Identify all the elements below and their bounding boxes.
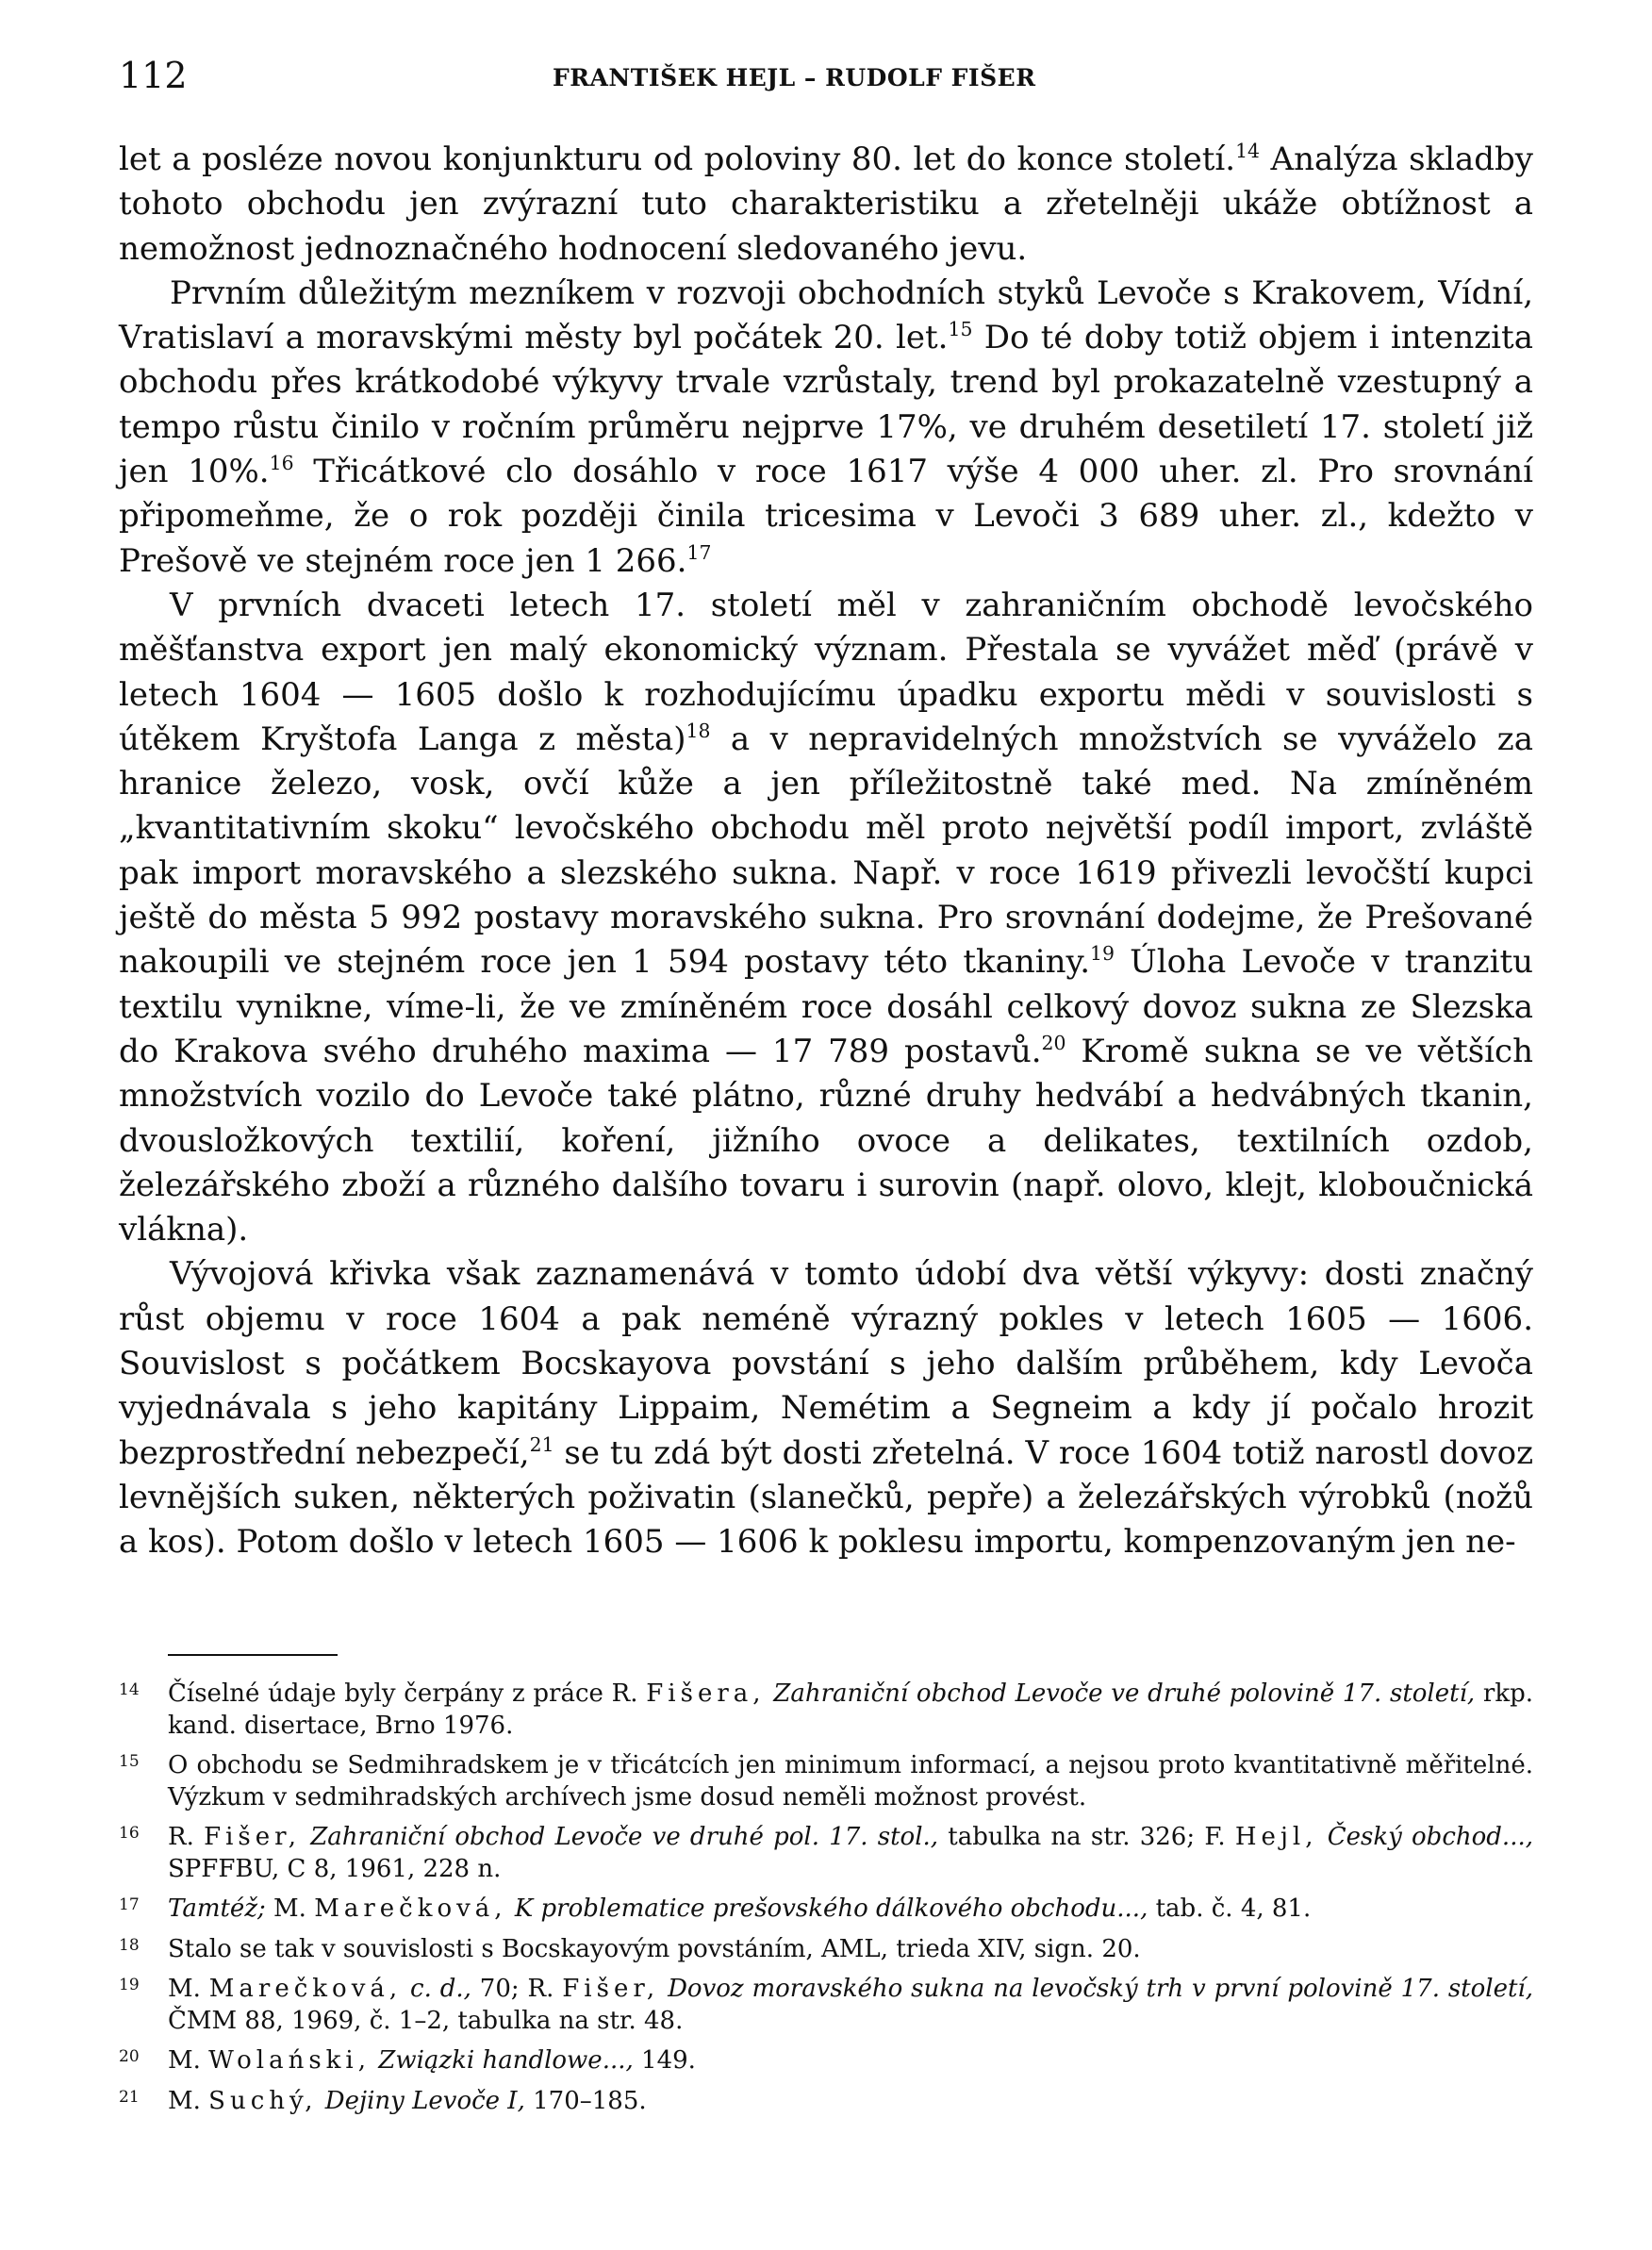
footnote-19: [119, 1974, 1533, 2037]
footnote-number: 14: [119, 1680, 140, 1699]
author-name: Fišer,: [562, 1975, 660, 2003]
footnote-ref: 19: [1090, 942, 1115, 966]
author-name: Hejl,: [1234, 1823, 1318, 1851]
text-run: SPFFBU, C 8, 1961, 228 n.: [168, 1854, 502, 1883]
footnote-20: [119, 2045, 1533, 2077]
text-run: se tu zdá být dosti zřetelná. V roce 1604 totiž narostl dovoz levnějších suken, některých poživatin (slanečků, pepře) a železářských výrobků (nožů a kos). Potom došlo v letech 1605 — 1606 k poklesu importu, kompenzovaným jen ne-: [119, 1433, 1534, 1562]
text-run: 149.: [633, 2046, 696, 2075]
footnote-ref: 18: [686, 719, 711, 742]
work-title: Dovoz moravského sukna na levočský trh v první polovině 17. století,: [659, 1975, 1534, 2003]
text-run: Kromě sukna se ve větších množstvích vozilo do Levoče také plátno, různé druhy hedvábí a hedvábných tkanin, dvousložkových textilií, koření, jižního ovoce a delikates, textilních ozdob, železářského zboží a různého dalšího tovaru i surovin (např. olovo, klejt, kloboučnická vlákna).: [119, 1032, 1533, 1249]
footnote-18: [119, 1934, 1533, 1966]
paragraph-1: [119, 138, 1533, 272]
work-title: c. d.,: [402, 1975, 471, 2003]
footnote-ref: 14: [1235, 139, 1261, 162]
text-run: tab. č. 4, 81.: [1148, 1894, 1312, 1923]
footnote-number: 21: [119, 2087, 140, 2107]
text-run: tabulka na str. 326; F.: [938, 1823, 1235, 1851]
text-run: 70; R.: [471, 1975, 563, 2003]
author-name: Wolański,: [208, 2046, 372, 2075]
footnote-number: 19: [119, 1976, 140, 1994]
running-head: FRANTIŠEK HEJL – RUDOLF FIŠER: [553, 64, 1036, 91]
author-name: Suchý,: [208, 2086, 318, 2115]
text-run: rkp. kand. disertace, Brno 1976.: [168, 1679, 1533, 1740]
footnote-ref: 20: [1041, 1031, 1066, 1054]
text-run: M.: [168, 2086, 209, 2115]
footnote-number: 18: [119, 1935, 140, 1955]
work-title: Związki handlowe...,: [371, 2046, 634, 2075]
text-run: 170–185.: [524, 2086, 647, 2115]
footnote-separator: [168, 1654, 338, 1656]
text-run: Do té doby totiž objem i intenzita obchodu přes krátkodobé výkyvy trvale vzrůstaly, trend byl prokazatelně vzestupný a tempo růstu činilo v ročním průměru nejprve 17%, ve druhém desetiletí 17. století již jen 10%.: [119, 319, 1533, 491]
body-text: [119, 138, 1533, 1565]
text-run: Vývojová křivka však zaznamenává v tomto údobí dva větší výkyvy: dosti značný růst objemu v roce 1604 a pak neméně výrazný pokles v letech 1605 — 1606. Souvislost s počátkem Bocskayova povstání s jeho dalším průběhem, kdy Levoča vyjednávala s jeho kapitány Lippaim, Nemétim a Segneim a kdy jí počalo hrozit bezprostřední nebezpečí,: [119, 1255, 1533, 1472]
text-run: M.: [168, 1975, 209, 2003]
text-run: M.: [265, 1894, 315, 1923]
footnote-number: 17: [119, 1895, 140, 1914]
footnote-15: [119, 1750, 1533, 1813]
page-header: [119, 55, 1533, 102]
work-title: Zahraniční obchod Levoče ve druhé pol. 17. stol.,: [300, 1823, 939, 1851]
footnotes: [119, 1679, 1533, 2126]
text-run: R.: [168, 1823, 205, 1851]
footnote-ref: 15: [948, 317, 973, 340]
footnote-16: [119, 1822, 1533, 1885]
text-run: Analýza skladby tohoto obchodu jen zvýrazní tuto charakteristiku a zřetelněji ukáže obtížnost a nemožnost jednoznačného hodnocení sledovaného jevu.: [119, 141, 1533, 268]
footnote-14: [119, 1679, 1533, 1742]
text-run: Číselné údaje byly čerpány z práce R.: [168, 1679, 647, 1708]
work-title: Dejiny Levoče I,: [317, 2086, 525, 2115]
text-run: Prvním důležitým mezníkem v rozvoji obchodních styků Levoče s Krakovem, Vídní, Vratislaví a moravskými městy byl počátek 20. let.: [119, 273, 1533, 357]
text-run: Úloha Levoče v tranzitu textilu vynikne, víme-li, že ve zmíněném roce dosáhl celkový dovoz sukna ze Slezska do Krakova svého druhého maxima — 17 789 postavů.: [119, 943, 1533, 1070]
text-run: ČMM 88, 1969, č. 1–2, tabulka na str. 48.: [168, 2006, 684, 2035]
text-run: let a posléze novou konjunkturu od poloviny 80. let do konce století.: [119, 141, 1236, 178]
footnote-number: 16: [119, 1824, 140, 1843]
page-number: 112: [119, 55, 188, 96]
text-run: a v nepravidelných množstvích se vyváželo za hranice železo, vosk, ovčí kůže a jen příležitostně také med. Na zmíněném „kvantitativním skoku“ levočského obchodu měl proto největší podíl import, zvláště pak import moravského a slezského sukna. Např. v roce 1619 přivezli levočští kupci ještě do města 5 992 postavy moravského sukna. Pro srovnání dodejme, že Prešované nakoupili ve stejném roce jen 1 594 postavy této tkaniny.: [119, 720, 1533, 982]
text-run: V prvních dvaceti letech 17. století měl v zahraničním obchodě levočského měšťanstva export jen malý ekonomický význam. Přestala se vyvážet měď (právě v letech 1604 — 1605 došlo k rozhodujícímu úpadku exportu mědi v souvislosti s útěkem Kryštofa Langa z města): [119, 586, 1533, 758]
work-title: Tamtéž;: [168, 1894, 266, 1923]
work-title: K problematice prešovského dálkového obchodu...,: [506, 1894, 1148, 1923]
footnote-17: [119, 1894, 1533, 1926]
author-name: Marečková,: [208, 1975, 403, 2003]
text-run: Stalo se tak v souvislosti s Bocskayovým povstáním, AML, trieda XIV, sign. 20.: [168, 1934, 1141, 1963]
footnote-number: 20: [119, 2047, 140, 2066]
text-run: Třicátkové clo dosáhlo v roce 1617 výše 4 000 uher. zl. Pro srovnání připomeňme, že o rok později činila tricesima v Levoči 3 689 uher. zl., kdežto v Prešově ve stejném roce jen 1 266.: [119, 453, 1533, 580]
paragraph-2: [119, 272, 1533, 584]
work-title: Český obchod...,: [1317, 1823, 1533, 1851]
footnote-number: 15: [119, 1752, 140, 1771]
footnote-21: [119, 2086, 1533, 2118]
footnote-ref: 17: [686, 540, 712, 564]
author-name: Marečková,: [314, 1894, 507, 1923]
author-name: Fišer,: [204, 1823, 301, 1851]
footnote-ref: 21: [529, 1432, 554, 1456]
author-name: Fišera,: [646, 1679, 766, 1708]
text-run: M.: [168, 2046, 209, 2075]
footnote-ref: 16: [269, 451, 294, 474]
paragraph-4: [119, 1252, 1533, 1564]
text-run: O obchodu se Sedmihradskem je v třicátcích jen minimum informací, a nejsou proto kvantitativně měřitelné. Výzkum v sedmihradských archívech jsme dosud neměli možnost provést.: [168, 1751, 1533, 1812]
paragraph-3: [119, 584, 1533, 1252]
work-title: Zahraniční obchod Levoče ve druhé polovině 17. století,: [765, 1679, 1476, 1708]
